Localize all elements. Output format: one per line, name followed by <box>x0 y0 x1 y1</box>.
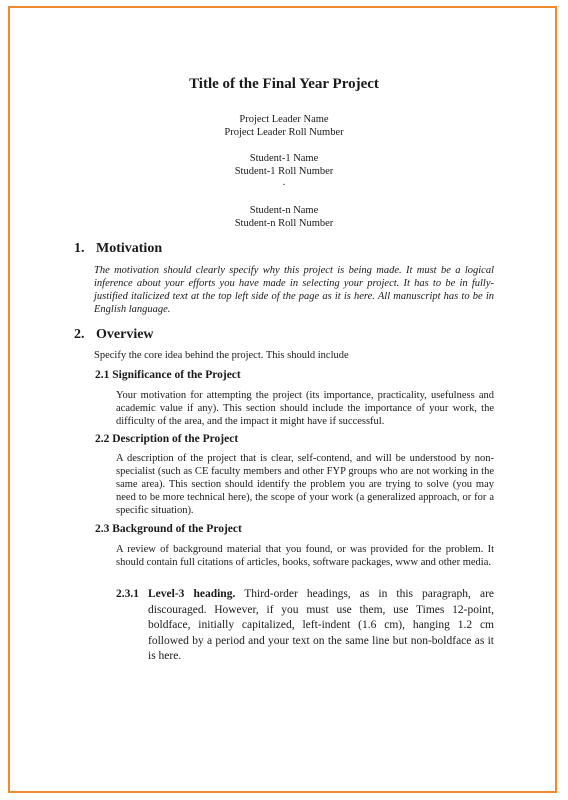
student1-name: Student-1 Name <box>249 153 319 164</box>
ellipsis-dot: . <box>282 177 286 188</box>
leader-roll: Project Leader Roll Number <box>224 127 344 138</box>
subsection-2-2-text: A description of the project that is clear, self-contend, and will be understood by non-specialist (such as CE faculty members and other FYP groups who are not working in the same area). This section should identify the problem you are trying to solve (you may need to be more technical here), the scope of your work (a generalized approach, or for a specific situation). <box>116 453 494 516</box>
subsection-2-3-heading: 2.3 Background of the Project <box>95 523 242 535</box>
studentn-name: Student-n Name <box>249 205 319 216</box>
section-2-heading <box>74 327 154 343</box>
subsection-2-3-1-text: Third-order headings, as in this paragraph, are discouraged. However, if you must use them, use Times 12-point, boldface, initially capitalized, left-indent (1.6 cm), hanging 1.2 cm followed by a period and your text on the same line but non-boldface as it is here. <box>148 588 495 662</box>
subsection-2-3-1 <box>116 587 494 665</box>
studentn-roll: Student-n Roll Number <box>234 218 334 229</box>
subsection-2-3-1-body <box>148 587 494 665</box>
section-1-title: Motivation <box>96 241 163 256</box>
subsection-2-1-text: Your motivation for attempting the project (its importance, practicality, usefulness and academic value if any). This section should include the importance of your work, the difficulty of the area, and the impact it might have if successful. <box>116 390 494 427</box>
subsection-2-1-heading: 2.1 Significance of the Project <box>95 369 241 381</box>
subsection-2-3-1-number: 2.3.1 <box>116 588 139 600</box>
subsection-2-3-1-heading: Level-3 heading. <box>148 588 236 600</box>
section-2-title: Overview <box>96 327 154 342</box>
subsection-2-3-text: A review of background material that you found, or was provided for the problem. It should contain full citations of articles, books, software packages, www and other media. <box>116 544 494 568</box>
section-1-number: 1. <box>74 241 85 256</box>
section-2-intro: Specify the core idea behind the project. This should include <box>94 350 349 361</box>
student1-roll: Student-1 Roll Number <box>234 166 334 177</box>
subsection-2-2-heading: 2.2 Description of the Project <box>95 433 239 445</box>
document-title: Title of the Final Year Project <box>189 76 379 92</box>
section-1-heading <box>74 241 162 257</box>
section-2-number: 2. <box>74 327 85 342</box>
leader-name: Project Leader Name <box>239 114 329 125</box>
section-1-text: The motivation should clearly specify why this project is being made. It must be a logical inference about your efforts you have made in selecting your project. It has to be in fully-justified italicized text at the top left side of the page as it is here. All manuscript has to be in English language. <box>94 265 494 315</box>
